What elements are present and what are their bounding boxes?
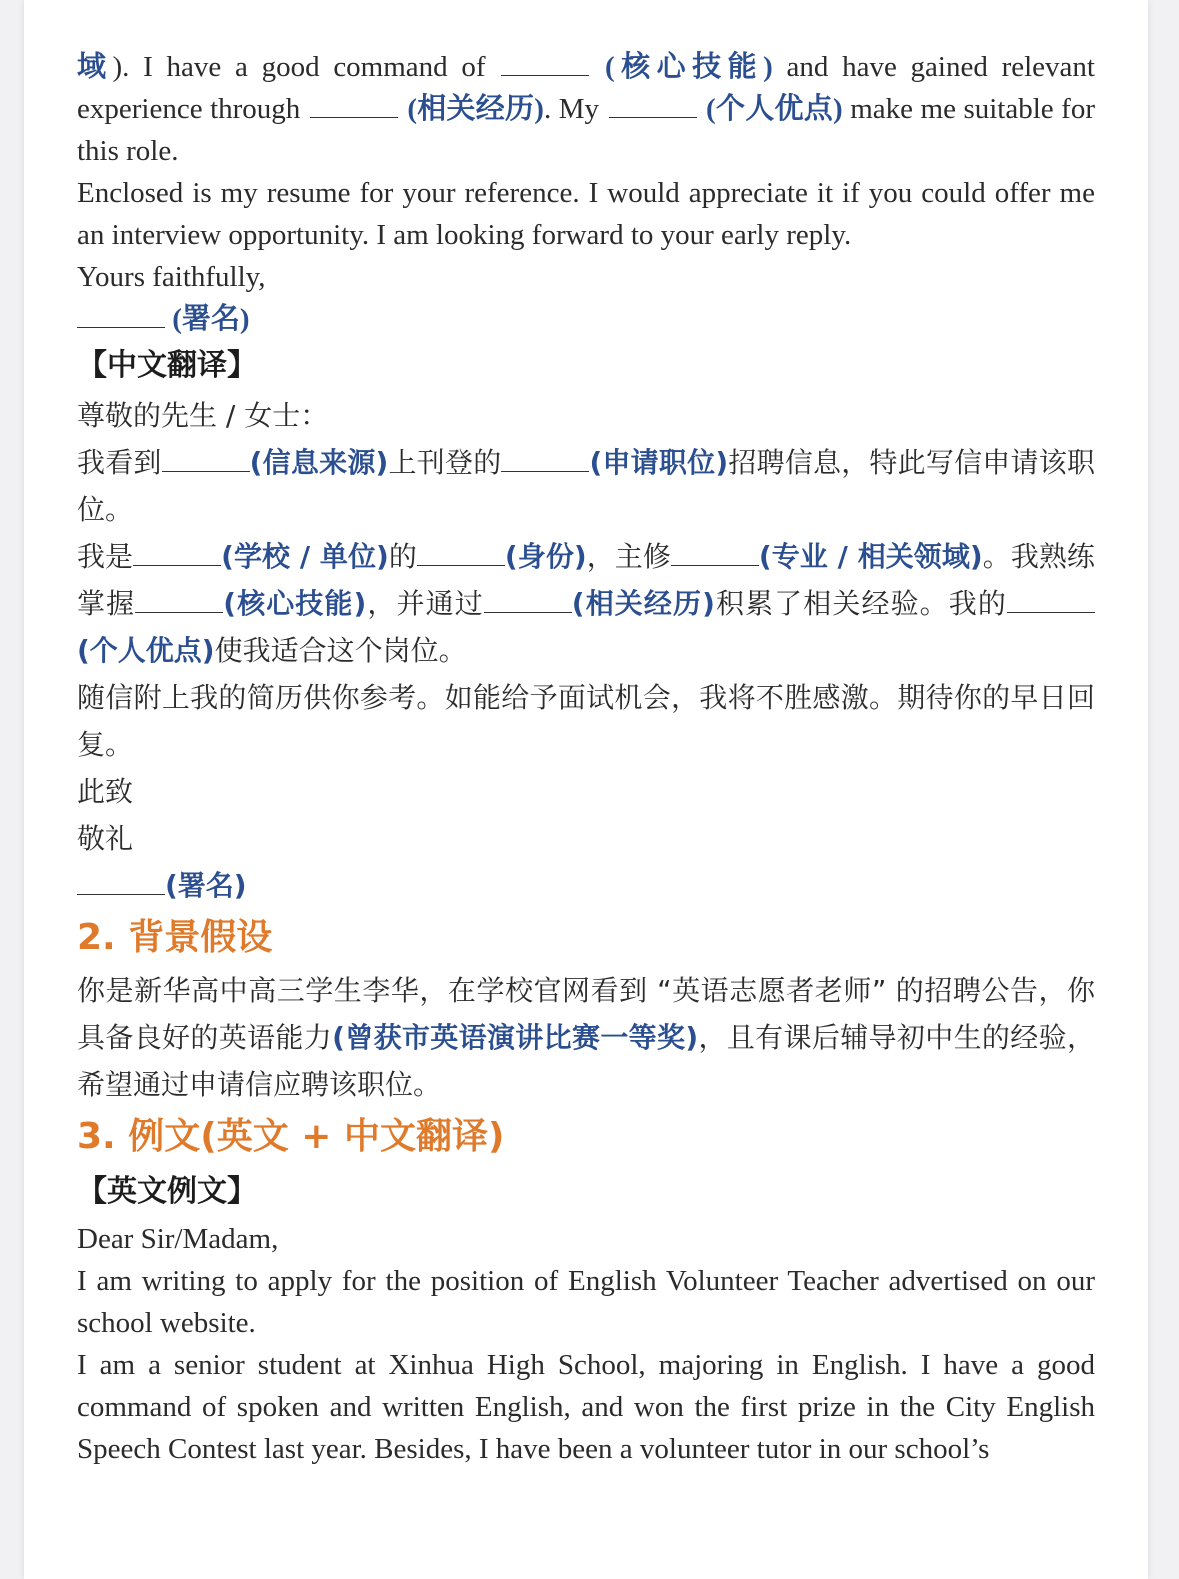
document-content [77, 44, 1095, 1470]
template-paragraph-skills: 域). I have a good command of (核心技能) and have gained relevant experience through (相关经历). My (个人优点) make me suitable for this role. [77, 51, 1095, 167]
english-sample-heading: 【英文例文】 [77, 1174, 257, 1209]
placeholder-signature: (署名) [172, 303, 250, 335]
template-paragraph-enclosed: Enclosed is my resume for your reference. I would appreciate it if you could offer me an interview opportunity. I am looking forward to your early reply. [77, 177, 1095, 251]
blank-line [417, 564, 505, 566]
blank-line [484, 611, 572, 613]
sample-paragraph-2: I am a senior student at Xinhua High School, majoring in English. I have a good command of spoken and written English, and won the first prize in the City English Speech Contest last year. Besides, I have been a volunteer tutor in our school’s [77, 1349, 1095, 1465]
blank-line [671, 564, 759, 566]
chinese-paragraph-1: 我看到 (信息来源)上刊登的 (申请职位)招聘信息，特此写信申请该职位。 [77, 446, 1095, 526]
chinese-closing-2: 敬礼 [77, 822, 134, 855]
background-paragraph: 你是新华高中高三学生李华，在学校官网看到 “英语志愿者老师” 的招聘公告，你具备良好的英语能力(曾获市英语演讲比赛一等奖)，且有课后辅导初中生的经验，希望通过申请信应聘该职位。 [77, 974, 1095, 1101]
placeholder-major: (专业 / 相关领域) [758, 540, 983, 573]
placeholder-experience: (相关经历) [407, 93, 544, 125]
blank-line [135, 611, 223, 613]
placeholder-identity: (身份) [504, 540, 587, 573]
blank-line [501, 470, 589, 472]
sample-salutation: Dear Sir/Madam, [77, 1223, 279, 1255]
placeholder-field-fragment: 域 [77, 51, 113, 83]
blank-line [609, 116, 697, 118]
template-closing: Yours faithfully, [77, 261, 266, 293]
blank-line [77, 893, 165, 895]
chinese-translation-heading: 【中文翻译】 [77, 348, 257, 383]
placeholder-core-skills-zh: (核心技能) [223, 587, 367, 620]
chinese-closing-1: 此致 [77, 775, 134, 808]
chinese-paragraph-2: 我是 (学校 / 单位)的 (身份)，主修 (专业 / 相关领域)。我熟练掌握 (核心技能)，并通过 (相关经历)积累了相关经验。我的(个人优点)使我适合这个岗位。 [77, 540, 1095, 667]
sample-paragraph-1: I am writing to apply for the position of English Volunteer Teacher advertised on our school website. [77, 1265, 1095, 1339]
document-page [24, 0, 1148, 1579]
blank-line [1007, 611, 1095, 613]
chinese-salutation: 尊敬的先生 / 女士： [77, 399, 329, 432]
placeholder-experience-zh: (相关经历) [571, 587, 715, 620]
placeholder-core-skills: (核心技能) [605, 51, 773, 83]
placeholder-signature-zh: (署名) [165, 869, 247, 902]
chinese-paragraph-3: 随信附上我的简历供你参考。如能给予面试机会，我将不胜感激。期待你的早日回复。 [77, 681, 1095, 761]
highlight-award: (曾获市英语演讲比赛一等奖) [332, 1021, 699, 1054]
blank-line [310, 116, 398, 118]
section-2-title: 2. 背景假设 [77, 917, 273, 958]
template-signature [77, 298, 1095, 340]
blank-line [501, 74, 589, 76]
placeholder-position: (申请职位) [589, 446, 729, 479]
placeholder-info-source: (信息来源) [249, 446, 389, 479]
blank-line [133, 564, 221, 566]
placeholder-strengths: (个人优点) [706, 93, 843, 125]
blank-line [162, 470, 250, 472]
placeholder-school: (学校 / 单位) [221, 540, 389, 573]
blank-line [77, 326, 165, 328]
section-3-title: 3. 例文(英文 + 中文翻译) [77, 1116, 505, 1157]
placeholder-strengths-zh: (个人优点) [77, 634, 215, 667]
chinese-signature [77, 862, 1095, 909]
